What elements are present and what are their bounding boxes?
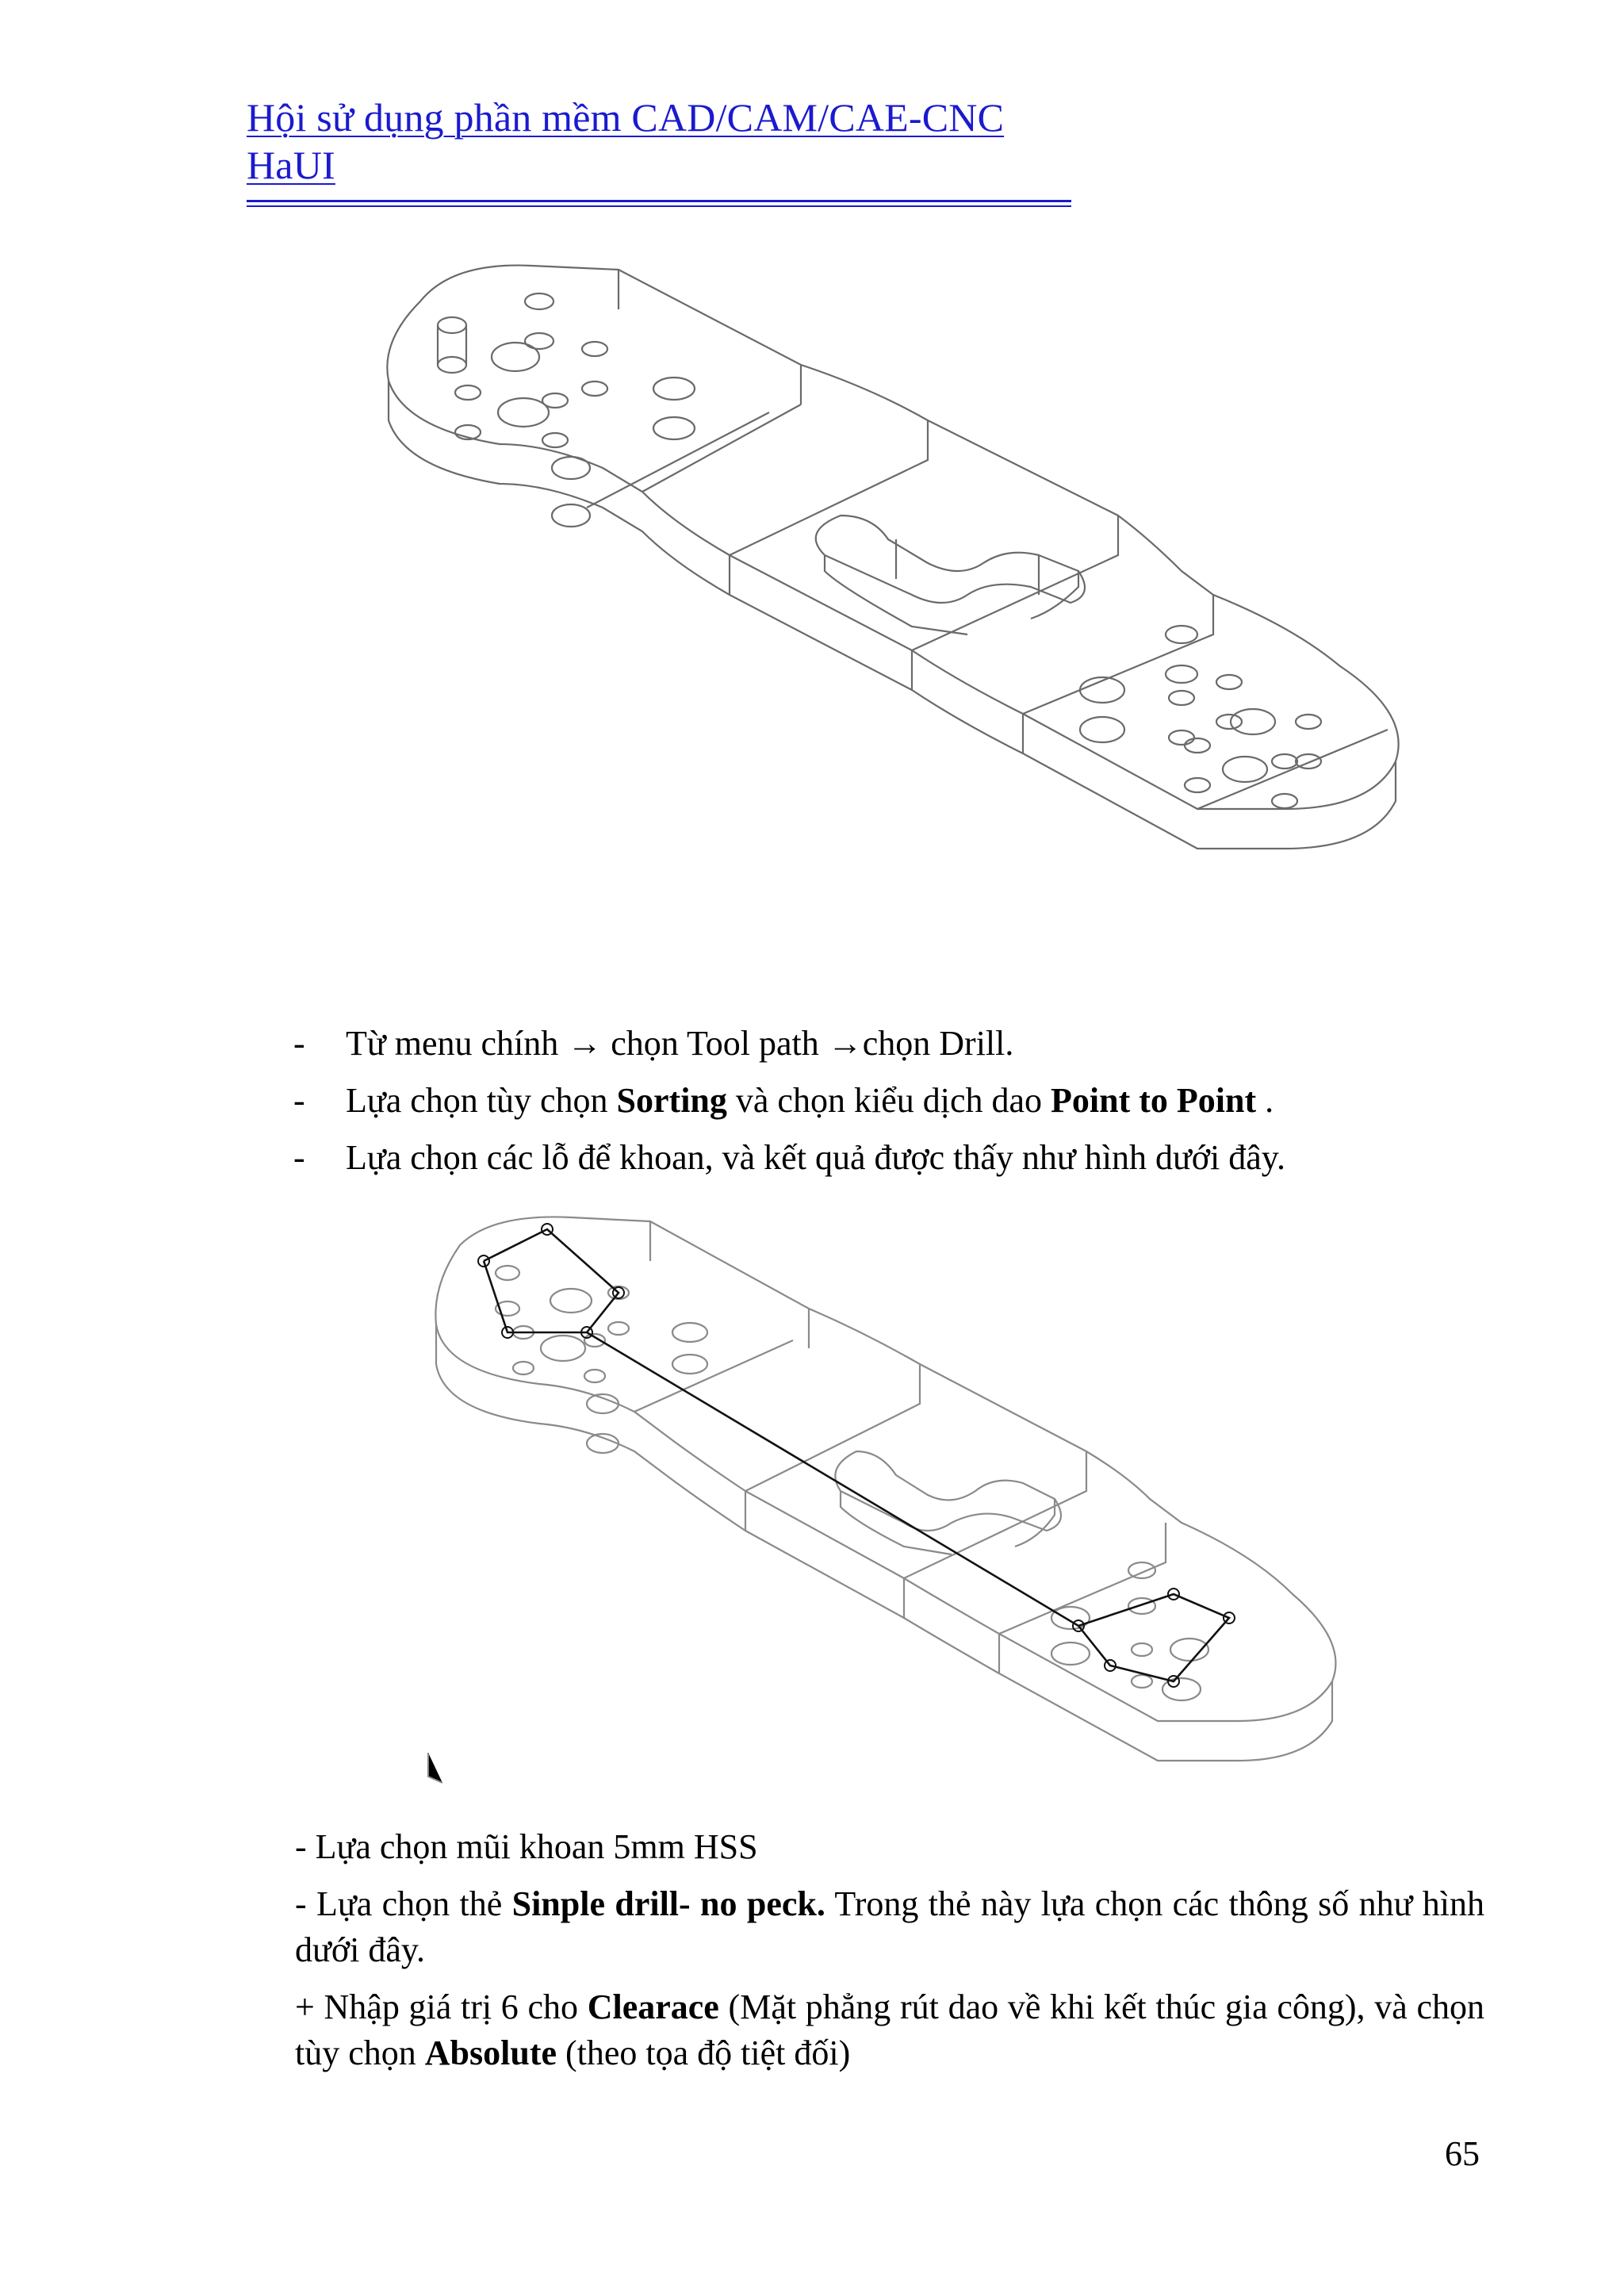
header-rule-secondary <box>247 205 1071 207</box>
axis-triad-icon <box>428 1753 442 1783</box>
list-dash: - <box>293 1081 305 1120</box>
part-wireframe-figure <box>357 254 1467 968</box>
paragraph: - Lựa chọn thẻ Sinple drill- no peck. Trong thẻ này lựa chọn các thông số như hình dưới đây. <box>295 1884 1484 1969</box>
instruction-list <box>293 1015 1483 1186</box>
list-item-text: Từ menu chính → chọn Tool path →chọn Drill. <box>346 1024 1014 1063</box>
toolpath-figure <box>412 1205 1364 1808</box>
list-dash: - <box>293 1024 305 1063</box>
paragraph: + Nhập giá trị 6 cho Clearace (Mặt phẳng rút dao về khi kết thúc gia công), và chọn tùy chọn Absolute (theo tọa độ tiệt đối) <box>295 1987 1484 2072</box>
page-header <box>247 94 1071 207</box>
paragraph: - Lựa chọn mũi khoan 5mm HSS <box>295 1827 758 1866</box>
list-item <box>293 1129 1483 1186</box>
list-dash: - <box>293 1138 305 1177</box>
header-rule <box>247 200 1071 202</box>
list-item <box>293 1015 1483 1072</box>
list-item <box>293 1072 1483 1129</box>
page-number: 65 <box>1445 2134 1480 2173</box>
list-item-text: Lựa chọn các lỗ để khoan, và kết quả được thấy như hình dưới đây. <box>346 1138 1285 1177</box>
list-item-text: Lựa chọn tùy chọn Sorting và chọn kiểu dịch dao Point to Point . <box>346 1081 1274 1120</box>
toolpath-drawing <box>412 1205 1364 1808</box>
header-title: Hội sử dụng phần mềm CAD/CAM/CAE-CNC HaUI <box>247 95 1005 187</box>
body-paragraphs <box>295 1824 1484 2087</box>
part-wireframe-drawing <box>357 254 1467 968</box>
